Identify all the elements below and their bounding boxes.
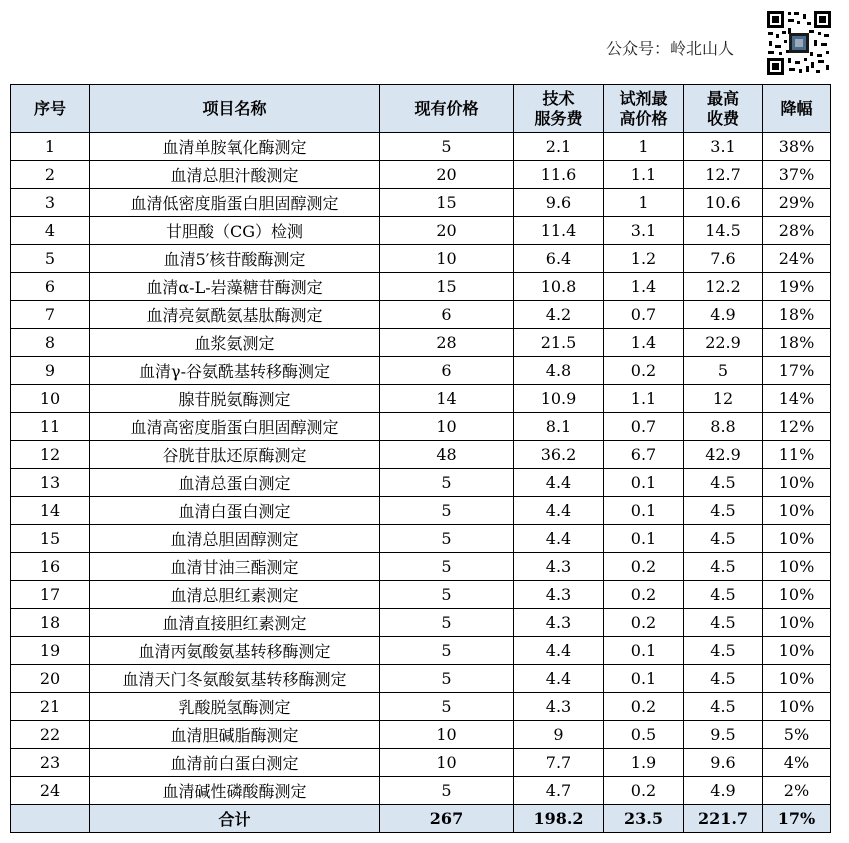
cell-index: 5 (11, 245, 90, 273)
table-row (11, 189, 831, 217)
cell-service-fee: 36.2 (514, 441, 604, 469)
cell-reagent-max-price: 0.2 (604, 609, 684, 637)
cell-item-name: 血清亮氨酰氨基肽酶测定 (90, 301, 380, 329)
cell-reagent-max-price: 0.1 (604, 469, 684, 497)
table-row (11, 357, 831, 385)
cell-index: 21 (11, 693, 90, 721)
cell-max-charge: 4.5 (684, 637, 763, 665)
table-row (11, 301, 831, 329)
cell-reagent-max-price: 0.1 (604, 497, 684, 525)
cell-reagent-max-price: 0.1 (604, 525, 684, 553)
cell-max-charge: 14.5 (684, 217, 763, 245)
cell-item-name: 血清总胆红素测定 (90, 581, 380, 609)
cell-reduction: 17% (763, 357, 831, 385)
cell-current-price: 5 (380, 553, 514, 581)
cell-service-fee: 4.4 (514, 637, 604, 665)
total-cell-service-fee: 198.2 (514, 805, 604, 833)
table-row (11, 665, 831, 693)
table-row (11, 273, 831, 301)
table-row (11, 609, 831, 637)
cell-reduction: 10% (763, 693, 831, 721)
cell-index: 20 (11, 665, 90, 693)
cell-item-name: 血清5′核苷酸酶测定 (90, 245, 380, 273)
cell-service-fee: 4.7 (514, 777, 604, 805)
cell-service-fee: 10.8 (514, 273, 604, 301)
table-row (11, 413, 831, 441)
cell-index: 4 (11, 217, 90, 245)
cell-max-charge: 9.6 (684, 749, 763, 777)
page-header (0, 0, 849, 84)
cell-index: 8 (11, 329, 90, 357)
cell-current-price: 48 (380, 441, 514, 469)
total-cell-current-price: 267 (380, 805, 514, 833)
cell-service-fee: 4.4 (514, 497, 604, 525)
cell-index: 24 (11, 777, 90, 805)
col-header-reduction: 降幅 (763, 85, 831, 133)
cell-current-price: 5 (380, 609, 514, 637)
cell-max-charge: 8.8 (684, 413, 763, 441)
cell-index: 11 (11, 413, 90, 441)
table-row (11, 777, 831, 805)
cell-current-price: 15 (380, 273, 514, 301)
cell-reagent-max-price: 6.7 (604, 441, 684, 469)
cell-current-price: 5 (380, 497, 514, 525)
cell-item-name: 血清天门冬氨酸氨基转移酶测定 (90, 665, 380, 693)
cell-item-name: 血清α-L-岩藻糖苷酶测定 (90, 273, 380, 301)
cell-max-charge: 5 (684, 357, 763, 385)
cell-service-fee: 4.3 (514, 609, 604, 637)
cell-reduction: 5% (763, 721, 831, 749)
cell-index: 19 (11, 637, 90, 665)
cell-max-charge: 7.6 (684, 245, 763, 273)
cell-reduction: 28% (763, 217, 831, 245)
cell-index: 9 (11, 357, 90, 385)
cell-index: 17 (11, 581, 90, 609)
cell-reagent-max-price: 1.4 (604, 273, 684, 301)
col-header-item-name: 项目名称 (90, 85, 380, 133)
col-header-reagent-max-price: 试剂最 高价格 (604, 85, 684, 133)
cell-current-price: 5 (380, 525, 514, 553)
price-table (10, 84, 831, 833)
cell-current-price: 28 (380, 329, 514, 357)
cell-reduction: 10% (763, 581, 831, 609)
cell-reduction: 10% (763, 553, 831, 581)
cell-index: 7 (11, 301, 90, 329)
cell-reagent-max-price: 0.1 (604, 665, 684, 693)
cell-service-fee: 21.5 (514, 329, 604, 357)
cell-reduction: 10% (763, 525, 831, 553)
cell-service-fee: 2.1 (514, 133, 604, 161)
cell-reduction: 11% (763, 441, 831, 469)
table-row (11, 217, 831, 245)
cell-reduction: 24% (763, 245, 831, 273)
table-row (11, 693, 831, 721)
cell-reagent-max-price: 1.9 (604, 749, 684, 777)
cell-service-fee: 4.2 (514, 301, 604, 329)
cell-max-charge: 12.7 (684, 161, 763, 189)
cell-reduction: 18% (763, 329, 831, 357)
cell-item-name: 谷胱苷肽还原酶测定 (90, 441, 380, 469)
cell-index: 3 (11, 189, 90, 217)
table-row (11, 553, 831, 581)
cell-reagent-max-price: 1 (604, 189, 684, 217)
cell-reagent-max-price: 1.2 (604, 245, 684, 273)
cell-reduction: 38% (763, 133, 831, 161)
cell-service-fee: 10.9 (514, 385, 604, 413)
cell-max-charge: 4.5 (684, 609, 763, 637)
table-row (11, 245, 831, 273)
cell-item-name: 血清总蛋白测定 (90, 469, 380, 497)
cell-service-fee: 6.4 (514, 245, 604, 273)
total-cell-max-charge: 221.7 (684, 805, 763, 833)
cell-index: 22 (11, 721, 90, 749)
cell-reduction: 19% (763, 273, 831, 301)
cell-reduction: 2% (763, 777, 831, 805)
cell-max-charge: 4.5 (684, 553, 763, 581)
cell-reagent-max-price: 0.2 (604, 357, 684, 385)
cell-current-price: 5 (380, 665, 514, 693)
cell-service-fee: 9 (514, 721, 604, 749)
cell-reduction: 29% (763, 189, 831, 217)
total-cell-reduction: 17% (763, 805, 831, 833)
cell-item-name: 血清总胆汁酸测定 (90, 161, 380, 189)
cell-max-charge: 4.5 (684, 497, 763, 525)
cell-reduction: 10% (763, 497, 831, 525)
cell-index: 14 (11, 497, 90, 525)
cell-current-price: 5 (380, 469, 514, 497)
cell-service-fee: 9.6 (514, 189, 604, 217)
cell-reagent-max-price: 0.2 (604, 777, 684, 805)
cell-reagent-max-price: 0.5 (604, 721, 684, 749)
cell-max-charge: 4.5 (684, 665, 763, 693)
cell-max-charge: 12 (684, 385, 763, 413)
cell-index: 10 (11, 385, 90, 413)
cell-reagent-max-price: 0.2 (604, 581, 684, 609)
cell-service-fee: 4.4 (514, 665, 604, 693)
cell-item-name: 血清甘油三酯测定 (90, 553, 380, 581)
cell-reduction: 4% (763, 749, 831, 777)
cell-item-name: 血清直接胆红素测定 (90, 609, 380, 637)
cell-reagent-max-price: 3.1 (604, 217, 684, 245)
total-cell-index (11, 805, 90, 833)
qr-code-icon (766, 10, 832, 76)
cell-reagent-max-price: 1.4 (604, 329, 684, 357)
col-header-max-charge: 最高 收费 (684, 85, 763, 133)
cell-reagent-max-price: 0.7 (604, 301, 684, 329)
cell-item-name: 血清总胆固醇测定 (90, 525, 380, 553)
table-row (11, 133, 831, 161)
cell-reduction: 12% (763, 413, 831, 441)
col-header-current-price: 现有价格 (380, 85, 514, 133)
cell-max-charge: 22.9 (684, 329, 763, 357)
cell-current-price: 10 (380, 749, 514, 777)
cell-current-price: 5 (380, 777, 514, 805)
cell-reagent-max-price: 1.1 (604, 161, 684, 189)
table-row (11, 441, 831, 469)
cell-item-name: 血清高密度脂蛋白胆固醇测定 (90, 413, 380, 441)
table-header-row (11, 85, 831, 133)
total-row (11, 805, 831, 833)
table-row (11, 749, 831, 777)
table-row (11, 525, 831, 553)
cell-item-name: 血浆氨测定 (90, 329, 380, 357)
cell-service-fee: 4.3 (514, 693, 604, 721)
cell-item-name: 血清胆碱脂酶测定 (90, 721, 380, 749)
cell-index: 12 (11, 441, 90, 469)
cell-current-price: 20 (380, 161, 514, 189)
cell-item-name: 甘胆酸（CG）检测 (90, 217, 380, 245)
cell-max-charge: 3.1 (684, 133, 763, 161)
cell-max-charge: 4.5 (684, 581, 763, 609)
cell-max-charge: 42.9 (684, 441, 763, 469)
cell-max-charge: 10.6 (684, 189, 763, 217)
cell-item-name: 血清γ-谷氨酰基转移酶测定 (90, 357, 380, 385)
cell-service-fee: 4.4 (514, 525, 604, 553)
cell-item-name: 乳酸脱氢酶测定 (90, 693, 380, 721)
cell-current-price: 14 (380, 385, 514, 413)
col-header-service-fee: 技术 服务费 (514, 85, 604, 133)
cell-service-fee: 11.4 (514, 217, 604, 245)
cell-max-charge: 4.9 (684, 301, 763, 329)
cell-current-price: 15 (380, 189, 514, 217)
table-row (11, 721, 831, 749)
table-row (11, 637, 831, 665)
cell-reduction: 10% (763, 637, 831, 665)
cell-item-name: 血清前白蛋白测定 (90, 749, 380, 777)
cell-reagent-max-price: 1.1 (604, 385, 684, 413)
table-row (11, 161, 831, 189)
cell-reduction: 18% (763, 301, 831, 329)
cell-current-price: 10 (380, 245, 514, 273)
cell-max-charge: 4.5 (684, 525, 763, 553)
cell-item-name: 血清碱性磷酸酶测定 (90, 777, 380, 805)
col-header-index: 序号 (11, 85, 90, 133)
cell-current-price: 5 (380, 693, 514, 721)
cell-max-charge: 4.5 (684, 469, 763, 497)
cell-reagent-max-price: 1 (604, 133, 684, 161)
cell-index: 1 (11, 133, 90, 161)
cell-index: 16 (11, 553, 90, 581)
cell-index: 18 (11, 609, 90, 637)
cell-current-price: 5 (380, 133, 514, 161)
cell-max-charge: 4.5 (684, 693, 763, 721)
cell-reagent-max-price: 0.2 (604, 693, 684, 721)
cell-service-fee: 4.8 (514, 357, 604, 385)
cell-service-fee: 8.1 (514, 413, 604, 441)
cell-index: 2 (11, 161, 90, 189)
cell-current-price: 5 (380, 637, 514, 665)
table-row (11, 497, 831, 525)
cell-index: 23 (11, 749, 90, 777)
cell-current-price: 20 (380, 217, 514, 245)
cell-current-price: 10 (380, 413, 514, 441)
cell-item-name: 腺苷脱氨酶测定 (90, 385, 380, 413)
cell-item-name: 血清白蛋白测定 (90, 497, 380, 525)
cell-item-name: 血清单胺氧化酶测定 (90, 133, 380, 161)
cell-item-name: 血清丙氨酸氨基转移酶测定 (90, 637, 380, 665)
cell-reduction: 10% (763, 609, 831, 637)
cell-reduction: 14% (763, 385, 831, 413)
cell-current-price: 6 (380, 357, 514, 385)
table-row (11, 581, 831, 609)
cell-index: 13 (11, 469, 90, 497)
account-label: 公众号：岭北山人 (606, 39, 735, 58)
cell-max-charge: 12.2 (684, 273, 763, 301)
cell-current-price: 6 (380, 301, 514, 329)
cell-service-fee: 4.3 (514, 581, 604, 609)
cell-current-price: 5 (380, 581, 514, 609)
cell-reagent-max-price: 0.7 (604, 413, 684, 441)
cell-reagent-max-price: 0.1 (604, 637, 684, 665)
cell-current-price: 10 (380, 721, 514, 749)
cell-reagent-max-price: 0.2 (604, 553, 684, 581)
cell-service-fee: 7.7 (514, 749, 604, 777)
table-row (11, 385, 831, 413)
cell-reduction: 10% (763, 469, 831, 497)
table-row (11, 329, 831, 357)
cell-max-charge: 9.5 (684, 721, 763, 749)
cell-reduction: 37% (763, 161, 831, 189)
cell-reduction: 10% (763, 665, 831, 693)
total-cell-label: 合计 (90, 805, 380, 833)
table-row (11, 469, 831, 497)
cell-service-fee: 4.4 (514, 469, 604, 497)
cell-max-charge: 4.9 (684, 777, 763, 805)
cell-service-fee: 11.6 (514, 161, 604, 189)
cell-index: 6 (11, 273, 90, 301)
total-cell-reagent-max-price: 23.5 (604, 805, 684, 833)
cell-service-fee: 4.3 (514, 553, 604, 581)
cell-index: 15 (11, 525, 90, 553)
cell-item-name: 血清低密度脂蛋白胆固醇测定 (90, 189, 380, 217)
